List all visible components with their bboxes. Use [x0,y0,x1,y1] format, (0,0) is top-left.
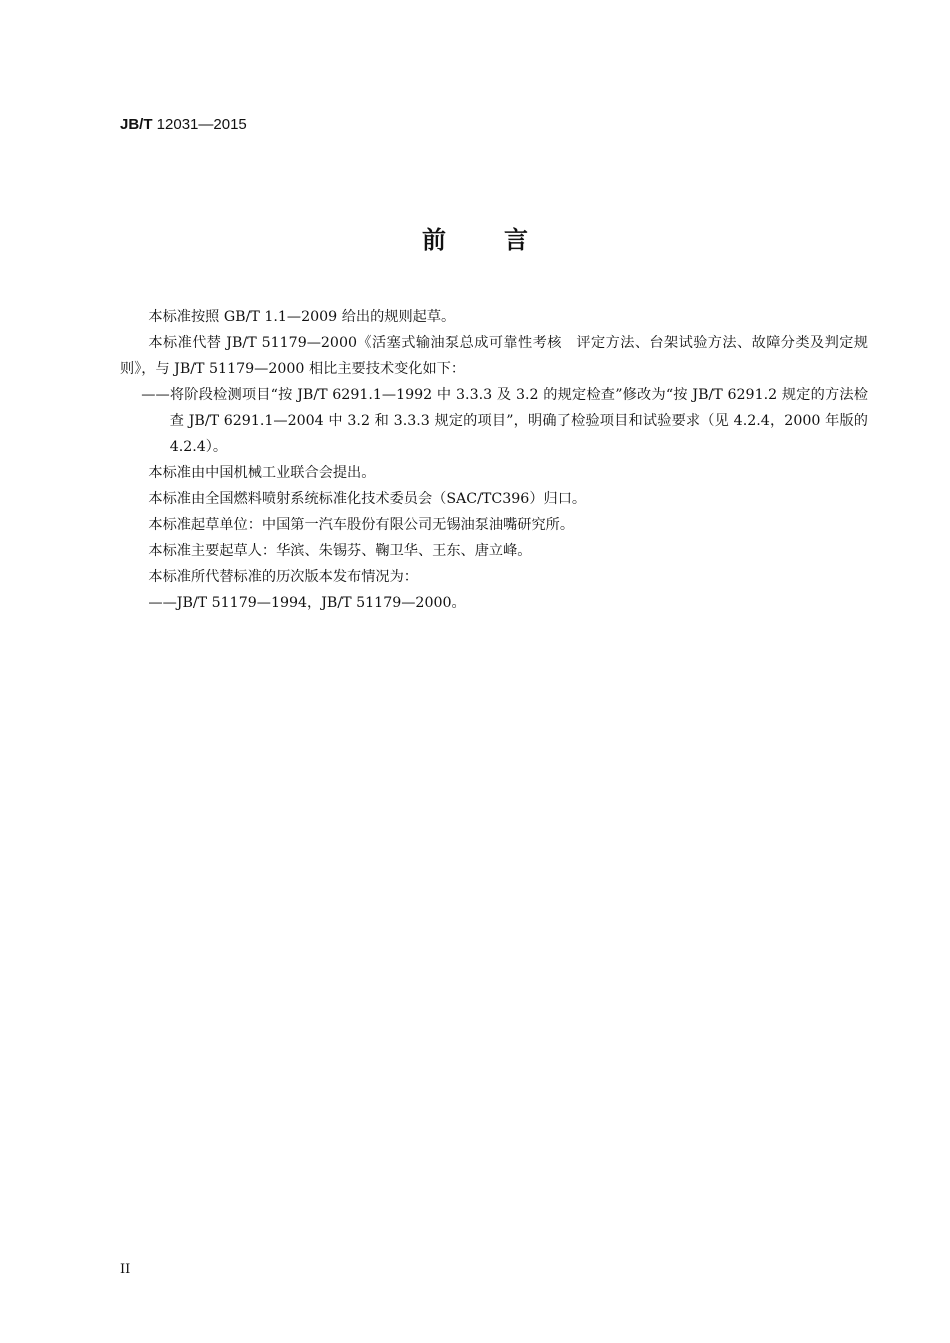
paragraph-proposed-by: 本标准由中国机械工业联合会提出。 [148,465,376,481]
paragraph-drafters: 本标准主要起草人：华滨、朱锡芬、鞠卫华、王东、唐立峰。 [148,543,532,559]
foreword-body [120,304,868,616]
list-item-change: ——将阶段检测项目“按 JB/T 6291.1—1992 中 3.3.3 及 3.2 的规定检查”修改为“按 JB/T 6291.2 规定的方法检查 JB/T 6291.1—2004 中 3.2 和 3.3.3 规定的项目”，明确了检验项目和试验要求（见 4.2.4，2000 年版的 4.2.4）。 [141,387,868,455]
standard-code-prefix: JB/T [120,116,153,133]
paragraph-drafting-unit: 本标准起草单位：中国第一汽车股份有限公司无锡油泵油嘴研究所。 [148,517,575,533]
page-title: 前言 [422,226,586,254]
standard-code-number: 12031—2015 [152,116,247,133]
standard-code [120,116,247,133]
page-number: II [120,1262,131,1277]
paragraph-drafting-rules: 本标准按照 GB/T 1.1—2009 给出的规则起草。 [148,309,456,325]
paragraph-history-intro: 本标准所代替标准的历次版本发布情况为： [148,569,418,585]
paragraph-responsible: 本标准由全国燃料喷射系统标准化技术委员会（SAC/TC396）归口。 [148,491,587,507]
paragraph-history-versions: ——JB/T 51179—1994，JB/T 51179—2000。 [148,595,466,611]
paragraph-replaces: 本标准代替 JB/T 51179—2000《活塞式输油泵总成可靠性考核 评定方法、台架试验方法、故障分类及判定规则》，与 JB/T 51179—2000 相比主要技术变化如下： [120,335,868,377]
